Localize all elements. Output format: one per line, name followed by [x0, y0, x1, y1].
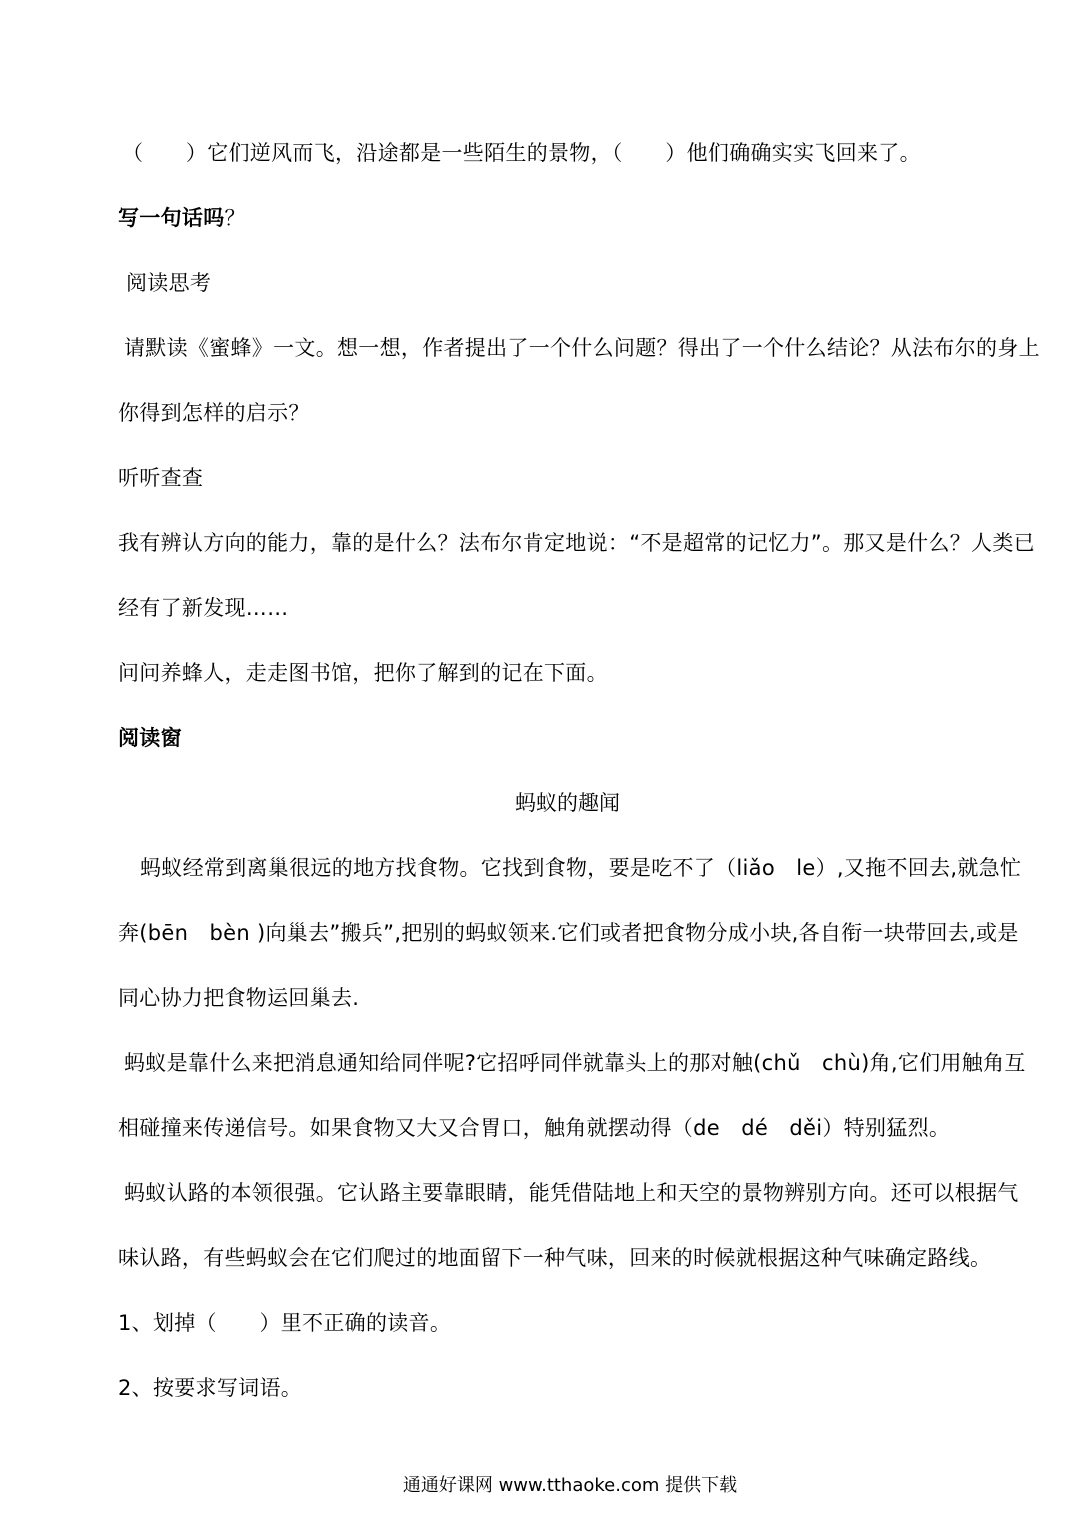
heading-question-mark: ？	[224, 206, 246, 230]
article-paragraph-3-line-2: 味认路，有些蚂蚁会在它们爬过的地面留下一种气味，回来的时候就根据这种气味确定路线。	[118, 1246, 992, 1270]
ask-beekeeper-line: 问问养蜂人，走走图书馆，把你了解到的记在下面。	[118, 661, 608, 685]
fill-blank-sentence: （ ）它们逆风而飞，沿途都是一些陌生的景物，（ ）他们确确实实飞回来了。	[122, 141, 921, 165]
direction-ability-line-1: 我有辨认方向的能力，靠的是什么？法布尔肯定地说：“不是超常的记忆力”。那又是什么？人类已	[118, 531, 1035, 555]
reading-prompt-line-1: 请默读《蜜蜂》一文。想一想，作者提出了一个什么问题？得出了一个什么结论？从法布尔的身上	[124, 336, 1040, 360]
question-2: 2、按要求写词语。	[118, 1376, 303, 1400]
section-heading-write-sentence	[118, 203, 246, 233]
article-title: 蚂蚁的趣闻	[515, 791, 620, 815]
article-paragraph-2-line-2: 相碰撞来传递信号。如果食物又大又合胃口，触角就摆动得（de dé děi）特别猛烈。	[118, 1116, 951, 1140]
question-1: 1、划掉（ ）里不正确的读音。	[118, 1311, 452, 1335]
heading-text: 写一句话吗	[118, 206, 225, 230]
reading-prompt-line-2: 你得到怎样的启示？	[118, 401, 310, 425]
article-paragraph-3-line-1: 蚂蚁认路的本领很强。它认路主要靠眼睛，能凭借陆地上和天空的景物辨别方向。还可以根据气	[124, 1181, 1019, 1205]
direction-ability-line-2: 经有了新发现……	[118, 596, 289, 620]
article-paragraph-1-line-2: 奔(bēn bèn )向巢去”搬兵”,把别的蚂蚁领来.它们或者把食物分成小块,各自衔一块带回去,或是	[118, 921, 1019, 945]
section-heading-listen-check: 听听查查	[118, 466, 204, 490]
footer-watermark: 通通好课网 www.tthaoke.com 提供下载	[402, 1475, 738, 1496]
article-paragraph-1-line-1: 蚂蚁经常到离巢很远的地方找食物。它找到食物，要是吃不了（liǎo le）,又拖不回去,就急忙	[140, 856, 1022, 880]
section-heading-reading-window: 阅读窗	[118, 726, 182, 750]
article-paragraph-1-line-3: 同心协力把食物运回巢去.	[118, 986, 360, 1010]
section-heading-reading-thinking: 阅读思考	[126, 271, 212, 295]
article-paragraph-2-line-1: 蚂蚁是靠什么来把消息通知给同伴呢?它招呼同伴就靠头上的那对触(chǔ chù)角,它们用触角互	[124, 1051, 1026, 1075]
